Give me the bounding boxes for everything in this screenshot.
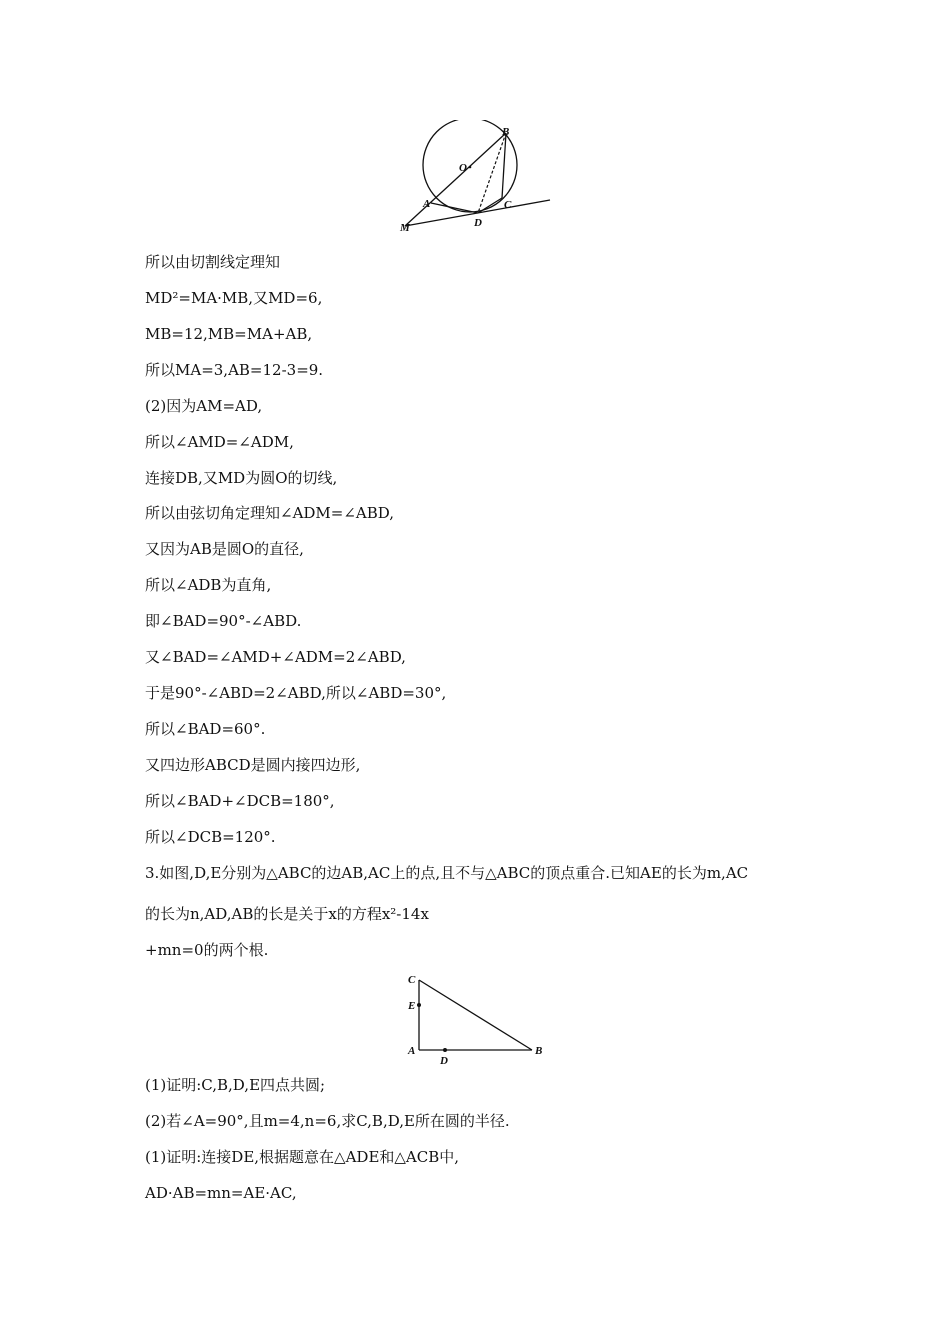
text-line: (2)因为AM=AD, — [145, 397, 263, 415]
chord-ad — [431, 203, 478, 213]
label-c: C — [408, 974, 416, 986]
text-line: 所以∠BAD=60°. — [145, 720, 266, 738]
label-d: D — [474, 217, 482, 229]
label-b: B — [535, 1045, 543, 1057]
label-c: C — [504, 199, 512, 211]
text-line: 又∠BAD=∠AMD+∠ADM=2∠ABD, — [145, 648, 406, 666]
text-line: 所以MA=3,AB=12-3=9. — [145, 361, 324, 379]
circle-tangent-figure — [395, 120, 560, 235]
problem-3-text: 3.如图,D,E分别为△ABC的边AB,AC上的点,且不与△ABC的顶点重合.已知AE的长为m,AC — [145, 864, 749, 882]
text-line: 所以∠DCB=120°. — [145, 828, 276, 846]
text-line: 所以∠AMD=∠ADM, — [145, 433, 294, 451]
secant-mb — [405, 133, 506, 226]
text-line: 所以由切割线定理知 — [145, 253, 281, 271]
text-line: AD·AB=mn=AE·AC, — [145, 1184, 297, 1202]
point-e — [417, 1003, 421, 1007]
text-line: 连接DB,又MD为圆O的切线, — [145, 469, 338, 487]
problem-3-text: +mn=0的两个根. — [145, 941, 269, 959]
text-line: 又四边形ABCD是圆内接四边形, — [145, 756, 361, 774]
text-line: 所以∠BAD+∠DCB=180°, — [145, 792, 335, 810]
side-cb — [419, 980, 532, 1050]
text-line: MD²=MA·MB,又MD=6, — [145, 289, 323, 307]
label-m: M — [400, 222, 410, 234]
text-line: 所以∠ADB为直角, — [145, 576, 272, 594]
label-e: E — [408, 1000, 416, 1012]
text-line: 所以由弦切角定理知∠ADM=∠ABD, — [145, 504, 395, 522]
right-triangle-figure — [400, 968, 550, 1068]
label-b: B — [502, 126, 510, 138]
text-line: 即∠BAD=90°-∠ABD. — [145, 612, 302, 630]
label-d: D — [440, 1055, 448, 1067]
text-line: (1)证明:C,B,D,E四点共圆; — [145, 1076, 326, 1094]
dashed-db — [478, 133, 506, 213]
text-line: (1)证明:连接DE,根据题意在△ADE和△ACB中, — [145, 1148, 460, 1166]
text-line: MB=12,MB=MA+AB, — [145, 325, 313, 343]
text-line: 于是90°-∠ABD=2∠ABD,所以∠ABD=30°, — [145, 684, 447, 702]
point-d — [443, 1048, 447, 1052]
text-line: (2)若∠A=90°,且m=4,n=6,求C,B,D,E所在圆的半径. — [145, 1112, 510, 1130]
text-line: 又因为AB是圆O的直径, — [145, 540, 304, 558]
problem-3-text: 的长为n,AD,AB的长是关于x的方程x²-14x — [145, 905, 429, 923]
center-o-dot — [469, 166, 472, 169]
label-a: A — [423, 198, 431, 210]
label-a: A — [408, 1045, 416, 1057]
label-o: O — [459, 162, 467, 174]
